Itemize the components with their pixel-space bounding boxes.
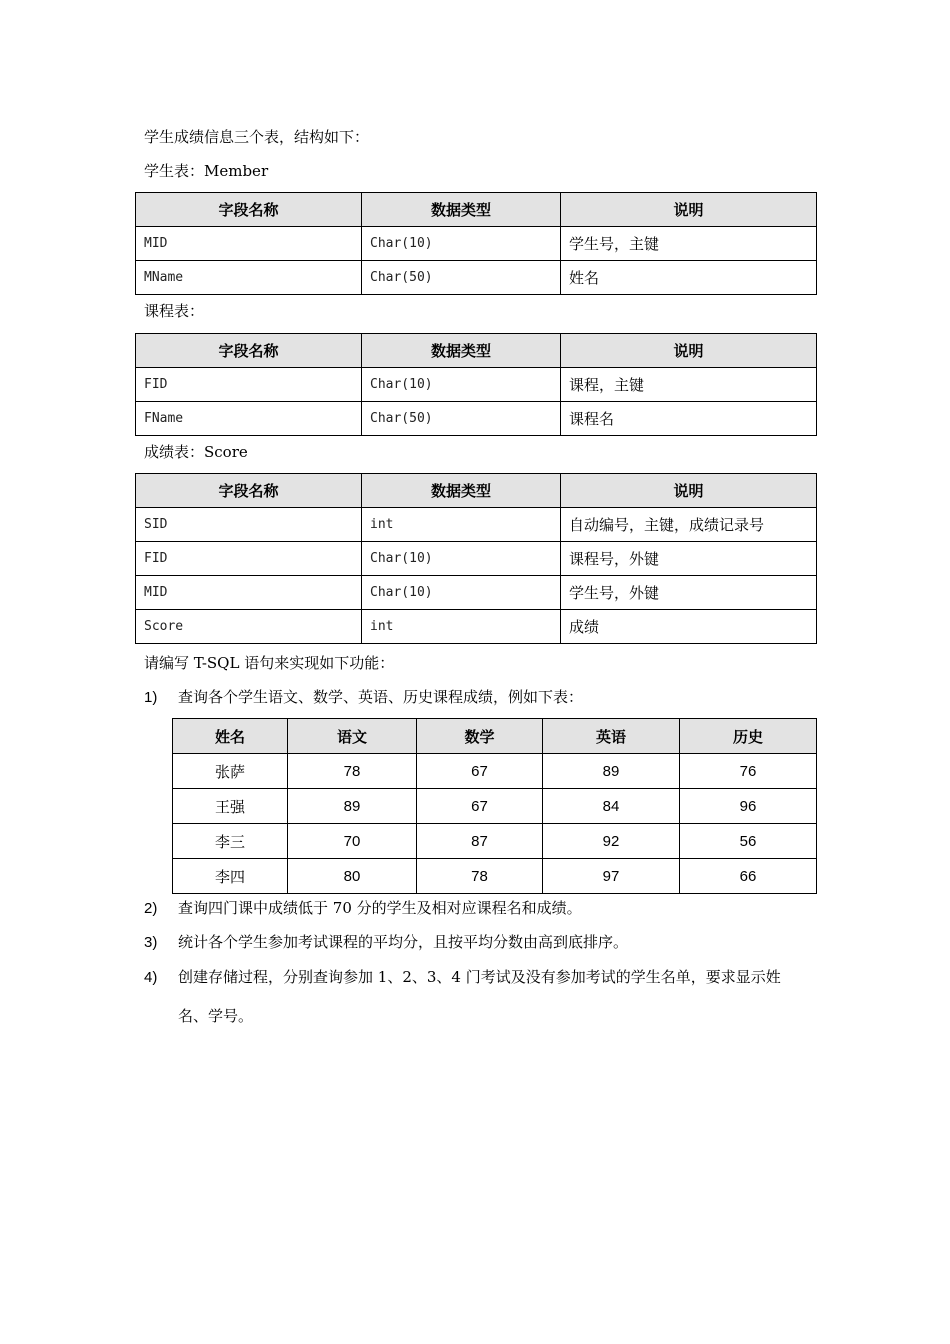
- member-table: [135, 192, 817, 295]
- header-chinese: 语文: [288, 719, 417, 754]
- desc-cell: 学生号，外键: [561, 576, 817, 610]
- score-cell: 84: [543, 789, 680, 824]
- score-cell: 89: [543, 754, 680, 789]
- field-cell: FID: [136, 542, 362, 576]
- student-name-cell: 李四: [173, 859, 288, 894]
- header-name: 姓名: [173, 719, 288, 754]
- score-cell: 89: [288, 789, 417, 824]
- question-number: 3): [144, 934, 158, 951]
- field-cell: MID: [136, 576, 362, 610]
- desc-cell: 成绩: [561, 610, 817, 644]
- field-cell: SID: [136, 508, 362, 542]
- desc-cell: 课程，主键: [561, 368, 817, 402]
- score-cell: 78: [417, 859, 543, 894]
- question-2: [144, 897, 582, 920]
- question-text: 查询四门课中成绩低于 70 分的学生及相对应课程名和成绩。: [178, 899, 582, 917]
- score-cell: 97: [543, 859, 680, 894]
- question-4: [144, 966, 781, 989]
- type-cell: int: [362, 508, 561, 542]
- student-name-cell: 张萨: [173, 754, 288, 789]
- question-1: [144, 686, 583, 709]
- header-description: 说明: [561, 334, 817, 368]
- header-data-type: 数据类型: [362, 193, 561, 227]
- score-cell: 56: [680, 824, 817, 859]
- type-cell: Char(10): [362, 227, 561, 261]
- score-table: [135, 473, 817, 644]
- type-cell: int: [362, 610, 561, 644]
- field-cell: MID: [136, 227, 362, 261]
- table-header-row: [136, 334, 817, 368]
- desc-cell: 自动编号，主键，成绩记录号: [561, 508, 817, 542]
- header-field-name: 字段名称: [136, 474, 362, 508]
- table-row: [136, 261, 817, 295]
- score-cell: 70: [288, 824, 417, 859]
- header-math: 数学: [417, 719, 543, 754]
- question-4-continuation: 名、学号。: [178, 1007, 254, 1025]
- table-row: [173, 824, 817, 859]
- score-cell: 80: [288, 859, 417, 894]
- table-row: [136, 610, 817, 644]
- type-cell: Char(50): [362, 402, 561, 436]
- header-description: 说明: [561, 474, 817, 508]
- question-text: 查询各个学生语文、数学、英语、历史课程成绩，例如下表：: [178, 688, 584, 706]
- score-cell: 92: [543, 824, 680, 859]
- header-field-name: 字段名称: [136, 193, 362, 227]
- table-row: [136, 402, 817, 436]
- student-name-cell: 李三: [173, 824, 288, 859]
- field-cell: FName: [136, 402, 362, 436]
- table-row: [173, 754, 817, 789]
- grades-table: [172, 718, 817, 894]
- score-cell: 87: [417, 824, 543, 859]
- score-caption: 成绩表：Score: [144, 443, 248, 461]
- field-cell: MName: [136, 261, 362, 295]
- course-caption: 课程表：: [144, 302, 205, 320]
- header-english: 英语: [543, 719, 680, 754]
- question-number: 4): [144, 969, 158, 986]
- table-row: [136, 542, 817, 576]
- question-number: 1): [144, 689, 158, 706]
- question-text: 创建存储过程，分别查询参加 1、2、3、4 门考试及没有参加考试的学生名单，要求显示姓: [178, 968, 781, 986]
- question-number: 2): [144, 900, 158, 917]
- header-history: 历史: [680, 719, 817, 754]
- table-row: [136, 508, 817, 542]
- desc-cell: 学生号，主键: [561, 227, 817, 261]
- table-header-row: [136, 474, 817, 508]
- desc-cell: 课程名: [561, 402, 817, 436]
- header-data-type: 数据类型: [362, 474, 561, 508]
- score-cell: 96: [680, 789, 817, 824]
- type-cell: Char(10): [362, 576, 561, 610]
- score-cell: 67: [417, 754, 543, 789]
- type-cell: Char(10): [362, 368, 561, 402]
- question-text: 统计各个学生参加考试课程的平均分，且按平均分数由高到底排序。: [178, 933, 629, 951]
- score-cell: 67: [417, 789, 543, 824]
- question-3: [144, 931, 628, 954]
- table-row: [173, 859, 817, 894]
- course-table: [135, 333, 817, 436]
- table-row: [136, 227, 817, 261]
- field-cell: FID: [136, 368, 362, 402]
- table-row: [173, 789, 817, 824]
- intro-text: 学生成绩信息三个表，结构如下：: [144, 128, 370, 146]
- type-cell: Char(50): [362, 261, 561, 295]
- field-cell: Score: [136, 610, 362, 644]
- header-field-name: 字段名称: [136, 334, 362, 368]
- table-row: [136, 368, 817, 402]
- score-cell: 78: [288, 754, 417, 789]
- table-header-row: [136, 193, 817, 227]
- desc-cell: 姓名: [561, 261, 817, 295]
- desc-cell: 课程号，外键: [561, 542, 817, 576]
- header-description: 说明: [561, 193, 817, 227]
- score-cell: 76: [680, 754, 817, 789]
- task-intro: 请编写 T-SQL 语句来实现如下功能：: [144, 654, 395, 672]
- student-name-cell: 王强: [173, 789, 288, 824]
- type-cell: Char(10): [362, 542, 561, 576]
- header-data-type: 数据类型: [362, 334, 561, 368]
- score-cell: 66: [680, 859, 817, 894]
- table-header-row: [173, 719, 817, 754]
- member-caption: 学生表：Member: [144, 162, 269, 180]
- table-row: [136, 576, 817, 610]
